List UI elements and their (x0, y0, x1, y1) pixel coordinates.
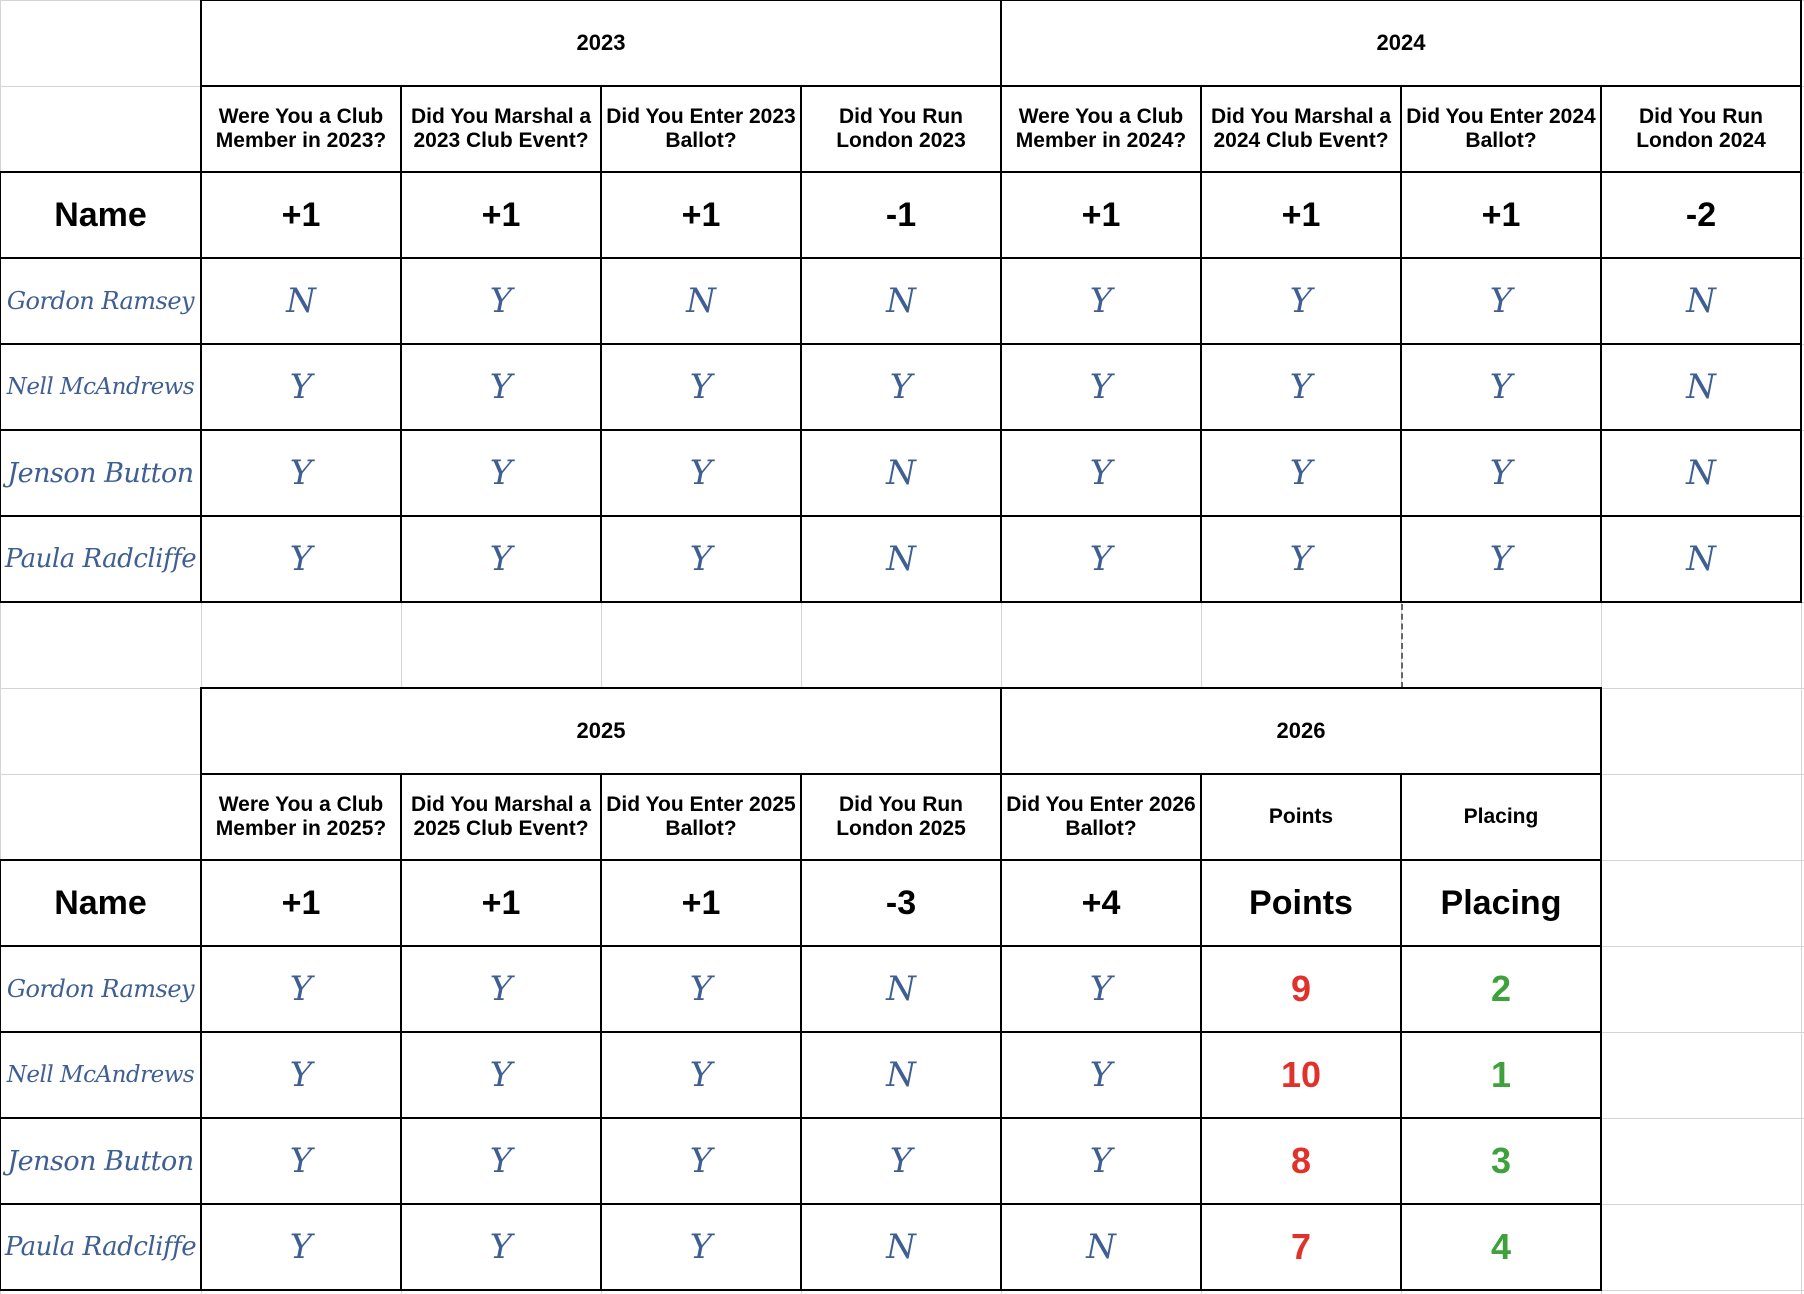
answer-cell-text: Y (289, 367, 313, 407)
empty-corner-cell (0, 86, 202, 172)
weight-cell[interactable] (1400, 171, 1602, 259)
answer-cell[interactable] (800, 945, 1002, 1033)
weight-cell-text: +4 (1081, 883, 1121, 922)
question-header-text: Did You Enter 2023 Ballot? (606, 105, 796, 152)
answer-cell-text: Y (1289, 367, 1313, 407)
answer-cell[interactable] (1600, 257, 1802, 345)
answer-cell-text: Y (289, 1227, 313, 1267)
name-column-header-text: Name (54, 195, 147, 234)
answer-cell[interactable] (200, 257, 402, 345)
placing-subheader-text: Placing (1463, 805, 1539, 828)
answer-cell[interactable] (1400, 257, 1602, 345)
question-header[interactable] (1400, 85, 1602, 173)
answer-cell-text: N (686, 281, 716, 321)
placing-value-text: 3 (1490, 1140, 1512, 1181)
participant-name-text: Gordon Ramsey (6, 975, 195, 1003)
points-value[interactable] (1200, 1031, 1402, 1119)
empty-corner-cell (0, 688, 202, 774)
weight-cell-text: +1 (1281, 195, 1321, 234)
answer-cell-text: N (286, 281, 316, 321)
question-header-text: Were You a Club Member in 2025? (215, 793, 387, 840)
answer-cell-text: Y (489, 1227, 513, 1267)
answer-cell-text: Y (1289, 453, 1313, 493)
participant-name[interactable] (0, 1117, 202, 1205)
empty-corner-cell (0, 0, 202, 86)
participant-name-text: Jenson Button (7, 457, 194, 489)
answer-cell[interactable] (1200, 515, 1402, 603)
answer-cell[interactable] (200, 343, 402, 431)
answer-cell-text: Y (1489, 539, 1513, 579)
weight-cell[interactable] (200, 859, 402, 947)
answer-cell[interactable] (800, 1117, 1002, 1205)
answer-cell[interactable] (400, 1031, 602, 1119)
question-header[interactable] (600, 85, 802, 173)
answer-cell-text: Y (1089, 367, 1113, 407)
question-header-text: Did You Marshal a 2024 Club Event? (1210, 105, 1392, 152)
answer-cell-text: Y (889, 1141, 913, 1181)
placing-header-text: Placing (1440, 883, 1562, 922)
weight-cell-text: +1 (1481, 195, 1521, 234)
answer-cell-text: N (886, 969, 916, 1009)
answer-cell[interactable] (800, 343, 1002, 431)
points-value[interactable] (1200, 945, 1402, 1033)
weight-cell[interactable] (600, 859, 802, 947)
answer-cell[interactable] (1000, 1203, 1202, 1291)
empty-corner-cell (0, 774, 202, 860)
answer-cell[interactable] (200, 1031, 402, 1119)
answer-cell[interactable] (1000, 945, 1202, 1033)
answer-cell-text: Y (689, 453, 713, 493)
answer-cell-text: Y (489, 969, 513, 1009)
answer-cell[interactable] (600, 343, 802, 431)
points-header[interactable] (1200, 859, 1402, 947)
placing-header[interactable] (1400, 859, 1602, 947)
answer-cell[interactable] (400, 1203, 602, 1291)
answer-cell-text: Y (1089, 539, 1113, 579)
answer-cell[interactable] (1000, 429, 1202, 517)
answer-cell-text: Y (689, 539, 713, 579)
year-header-2024[interactable] (1000, 0, 1802, 87)
answer-cell[interactable] (1200, 257, 1402, 345)
answer-cell[interactable] (600, 429, 802, 517)
answer-cell-text: Y (1289, 281, 1313, 321)
weight-cell-text: +1 (681, 883, 721, 922)
answer-cell-text: Y (689, 1055, 713, 1095)
answer-cell-text: Y (289, 969, 313, 1009)
answer-cell[interactable] (600, 1203, 802, 1291)
answer-cell[interactable] (1000, 257, 1202, 345)
answer-cell-text: N (886, 453, 916, 493)
points-value-text: 7 (1290, 1226, 1312, 1267)
points-subheader[interactable] (1200, 773, 1402, 861)
weight-cell-text: -1 (885, 195, 917, 234)
answer-cell-text: Y (489, 1141, 513, 1181)
participant-name-text: Paula Radcliffe (4, 544, 197, 574)
answer-cell[interactable] (200, 515, 402, 603)
name-column-header[interactable] (0, 171, 202, 259)
answer-cell-text: Y (1489, 281, 1513, 321)
answer-cell-text: N (1686, 453, 1716, 493)
participant-name-text: Nell McAndrews (6, 374, 195, 400)
answer-cell-text: Y (489, 539, 513, 579)
answer-cell-text: Y (1089, 1141, 1113, 1181)
answer-cell[interactable] (400, 257, 602, 345)
answer-cell[interactable] (1400, 343, 1602, 431)
question-header-text: Did You Marshal a 2025 Club Event? (410, 793, 592, 840)
year-header-2026[interactable] (1000, 687, 1602, 775)
placing-subheader[interactable] (1400, 773, 1602, 861)
answer-cell[interactable] (1000, 1031, 1202, 1119)
answer-cell[interactable] (1200, 343, 1402, 431)
question-header[interactable] (1000, 85, 1202, 173)
answer-cell[interactable] (1600, 343, 1802, 431)
name-column-header[interactable] (0, 859, 202, 947)
answer-cell-text: N (1686, 367, 1716, 407)
weight-cell-text: +1 (1081, 195, 1121, 234)
question-header-text: Did You Run London 2023 (836, 105, 966, 152)
page-break-line (1401, 604, 1403, 688)
weight-cell[interactable] (400, 859, 602, 947)
answer-cell[interactable] (800, 429, 1002, 517)
answer-cell-text: Y (489, 1055, 513, 1095)
answer-cell[interactable] (1600, 515, 1802, 603)
answer-cell[interactable] (400, 1117, 602, 1205)
participant-name-text: Paula Radcliffe (4, 1232, 197, 1262)
placing-value[interactable] (1400, 1203, 1602, 1291)
answer-cell[interactable] (800, 515, 1002, 603)
year-header-2024-text: 2024 (1376, 30, 1426, 55)
answer-cell-text: N (886, 1227, 916, 1267)
question-header[interactable] (1200, 85, 1402, 173)
question-header[interactable] (200, 773, 402, 861)
year-header-2023-text: 2023 (576, 30, 626, 55)
answer-cell-text: Y (1089, 453, 1113, 493)
answer-cell[interactable] (800, 257, 1002, 345)
weight-cell[interactable] (1600, 171, 1802, 259)
placing-value-text: 1 (1490, 1054, 1512, 1095)
answer-cell-text: N (886, 1055, 916, 1095)
answer-cell-text: Y (689, 367, 713, 407)
participant-name[interactable] (0, 257, 202, 345)
answer-cell-text: Y (289, 1141, 313, 1181)
participant-name[interactable] (0, 429, 202, 517)
answer-cell[interactable] (400, 515, 602, 603)
answer-cell-text: Y (1489, 453, 1513, 493)
answer-cell[interactable] (600, 945, 802, 1033)
answer-cell-text: N (1686, 539, 1716, 579)
weight-cell[interactable] (200, 171, 402, 259)
weight-cell-text: +1 (281, 195, 321, 234)
weight-cell[interactable] (600, 171, 802, 259)
question-header[interactable] (800, 773, 1002, 861)
participant-name[interactable] (0, 1031, 202, 1119)
question-header[interactable] (400, 85, 602, 173)
question-header-text: Were You a Club Member in 2024? (1015, 105, 1187, 152)
answer-cell-text: Y (1489, 367, 1513, 407)
weight-cell[interactable] (1200, 171, 1402, 259)
weight-cell-text: +1 (481, 195, 521, 234)
answer-cell-text: Y (1089, 1055, 1113, 1095)
participant-name[interactable] (0, 945, 202, 1033)
question-header[interactable] (1000, 773, 1202, 861)
answer-cell-text: Y (489, 367, 513, 407)
answer-cell[interactable] (1400, 515, 1602, 603)
answer-cell-text: Y (889, 367, 913, 407)
weight-cell-text: -2 (1685, 195, 1717, 234)
answer-cell-text: Y (289, 539, 313, 579)
answer-cell[interactable] (400, 343, 602, 431)
participant-name[interactable] (0, 515, 202, 603)
answer-cell-text: Y (1289, 539, 1313, 579)
answer-cell-text: Y (489, 453, 513, 493)
question-header[interactable] (800, 85, 1002, 173)
question-header[interactable] (600, 773, 802, 861)
question-header[interactable] (1600, 85, 1802, 173)
answer-cell[interactable] (600, 1031, 802, 1119)
participant-name[interactable] (0, 1203, 202, 1291)
question-header[interactable] (200, 85, 402, 173)
answer-cell[interactable] (600, 515, 802, 603)
question-header-text: Did You Enter 2026 Ballot? (1006, 793, 1196, 840)
answer-cell-text: Y (289, 1055, 313, 1095)
question-header-text: Were You a Club Member in 2023? (215, 105, 387, 152)
answer-cell-text: Y (1089, 281, 1113, 321)
points-value-text: 8 (1290, 1140, 1312, 1181)
answer-cell[interactable] (1000, 515, 1202, 603)
answer-cell[interactable] (200, 429, 402, 517)
year-header-2025[interactable] (200, 687, 1002, 775)
answer-cell[interactable] (1400, 429, 1602, 517)
question-header-text: Did You Run London 2024 (1636, 105, 1766, 152)
weight-cell[interactable] (800, 859, 1002, 947)
answer-cell[interactable] (400, 429, 602, 517)
answer-cell[interactable] (1600, 429, 1802, 517)
answer-cell-text: Y (689, 1141, 713, 1181)
answer-cell[interactable] (200, 1117, 402, 1205)
answer-cell[interactable] (1200, 429, 1402, 517)
answer-cell[interactable] (800, 1203, 1002, 1291)
answer-cell-text: N (886, 281, 916, 321)
placing-value-text: 2 (1490, 968, 1512, 1009)
answer-cell[interactable] (200, 945, 402, 1033)
points-value-text: 9 (1290, 968, 1312, 1009)
participant-name-text: Gordon Ramsey (6, 287, 195, 315)
answer-cell[interactable] (200, 1203, 402, 1291)
answer-cell[interactable] (800, 1031, 1002, 1119)
participant-name-text: Jenson Button (7, 1145, 194, 1177)
answer-cell-text: N (886, 539, 916, 579)
placing-value-text: 4 (1490, 1226, 1512, 1267)
question-header-text: Did You Marshal a 2023 Club Event? (410, 105, 592, 152)
placing-value[interactable] (1400, 945, 1602, 1033)
points-header-text: Points (1249, 883, 1353, 922)
points-value-text: 10 (1280, 1054, 1322, 1095)
year-header-2026-text: 2026 (1276, 718, 1326, 743)
answer-cell-text: Y (689, 969, 713, 1009)
weight-cell[interactable] (1000, 859, 1202, 947)
weight-cell-text: +1 (481, 883, 521, 922)
weight-cell[interactable] (400, 171, 602, 259)
weight-cell-text: +1 (281, 883, 321, 922)
question-header[interactable] (400, 773, 602, 861)
answer-cell-text: Y (689, 1227, 713, 1267)
points-value[interactable] (1200, 1117, 1402, 1205)
question-header-text: Did You Run London 2025 (836, 793, 966, 840)
weight-cell[interactable] (1000, 171, 1202, 259)
answer-cell[interactable] (600, 1117, 802, 1205)
answer-cell[interactable] (1000, 343, 1202, 431)
year-header-2025-text: 2025 (576, 718, 626, 743)
answer-cell[interactable] (600, 257, 802, 345)
answer-cell-text: N (1086, 1227, 1116, 1267)
answer-cell[interactable] (400, 945, 602, 1033)
points-subheader-text: Points (1268, 805, 1334, 828)
answer-cell-text: Y (489, 281, 513, 321)
answer-cell-text: N (1686, 281, 1716, 321)
placing-value[interactable] (1400, 1031, 1602, 1119)
participant-name[interactable] (0, 343, 202, 431)
answer-cell-text: Y (289, 453, 313, 493)
answer-cell[interactable] (1000, 1117, 1202, 1205)
points-value[interactable] (1200, 1203, 1402, 1291)
weight-cell-text: +1 (681, 195, 721, 234)
weight-cell[interactable] (800, 171, 1002, 259)
year-header-2023[interactable] (200, 0, 1002, 87)
weight-cell-text: -3 (885, 883, 917, 922)
answer-cell-text: Y (1089, 969, 1113, 1009)
placing-value[interactable] (1400, 1117, 1602, 1205)
name-column-header-text: Name (54, 883, 147, 922)
question-header-text: Did You Enter 2024 Ballot? (1406, 105, 1596, 152)
question-header-text: Did You Enter 2025 Ballot? (606, 793, 796, 840)
participant-name-text: Nell McAndrews (6, 1062, 195, 1088)
